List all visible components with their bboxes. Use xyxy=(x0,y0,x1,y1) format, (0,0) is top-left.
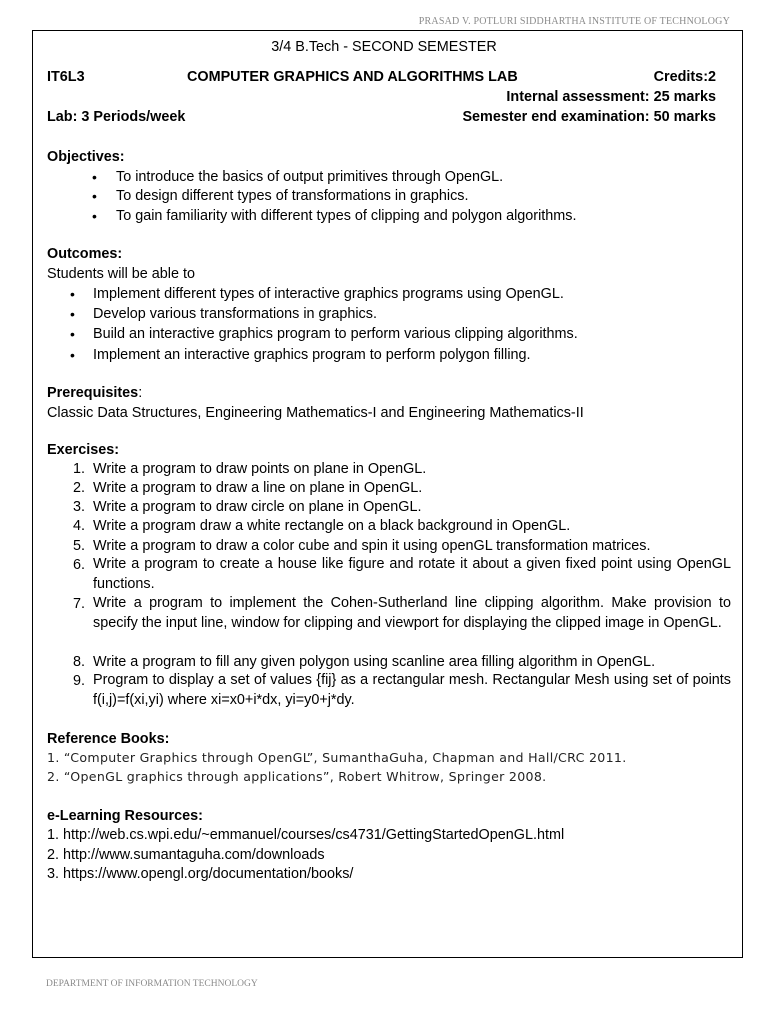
prerequisites-text: Classic Data Structures, Engineering Mathematics-I and Engineering Mathematics-II xyxy=(47,405,584,421)
exercise-item: Write a program to draw circle on plane in OpenGL. xyxy=(93,499,422,515)
exercise-item: Write a program to draw a color cube and spin it using openGL transformation matrices. xyxy=(93,538,651,554)
lab-periods: Lab: 3 Periods/week xyxy=(47,109,186,125)
bullet-marker: • xyxy=(92,208,97,224)
list-number: 8. xyxy=(72,654,85,670)
prerequisites-colon: : xyxy=(138,385,143,401)
prerequisites-heading xyxy=(47,384,142,402)
elearning-link[interactable]: 3. https://www.opengl.org/documentation/books/ xyxy=(47,866,354,882)
list-number: 2. xyxy=(72,480,85,496)
outcome-item: Develop various transformations in graphics. xyxy=(93,306,377,322)
exercise-item: Write a program to draw points on plane in OpenGL. xyxy=(93,461,427,477)
elearning-link[interactable]: 2. http://www.sumantaguha.com/downloads xyxy=(47,847,325,863)
exercise-item: Write a program draw a white rectangle on a black background in OpenGL. xyxy=(93,518,571,534)
reference-item: 1. “Computer Graphics through OpenGL”, SumanthaGuha, Chapman and Hall/CRC 2011. xyxy=(47,750,627,765)
bullet-marker: • xyxy=(92,188,97,204)
outcomes-intro: Students will be able to xyxy=(47,266,195,282)
reference-books-heading: Reference Books: xyxy=(47,731,170,747)
list-number: 6. xyxy=(72,557,85,573)
objective-item: To gain familiarity with different types of clipping and polygon algorithms. xyxy=(116,208,577,224)
bullet-marker: • xyxy=(70,306,75,322)
objective-item: To introduce the basics of output primitives through OpenGL. xyxy=(116,169,504,185)
department-footer: DEPARTMENT OF INFORMATION TECHNOLOGY xyxy=(46,979,258,989)
course-code: IT6L3 xyxy=(47,69,85,85)
outcomes-heading: Outcomes: xyxy=(47,246,123,262)
objective-item: To design different types of transformations in graphics. xyxy=(116,188,469,204)
prerequisites-label: Prerequisites xyxy=(47,385,139,401)
exercise-item: Write a program to create a house like figure and rotate it about a given fixed point using OpenGL functions. xyxy=(93,556,731,592)
list-number: 1. xyxy=(72,461,85,477)
elearning-link[interactable]: 1. http://web.cs.wpi.edu/~emmanuel/courses/cs4731/GettingStartedOpenGL.html xyxy=(47,827,565,843)
objectives-heading: Objectives: xyxy=(47,149,125,165)
exercise-item: Write a program to implement the Cohen-Sutherland line clipping algorithm. Make provision to specify the input line, window for clipping and viewport for displaying the clipped image in OpenGL. xyxy=(93,595,731,631)
list-number: 9. xyxy=(72,673,85,689)
course-credits: Credits:2 xyxy=(653,69,716,85)
outcome-item: Implement an interactive graphics program to perform polygon filling. xyxy=(93,347,531,363)
elearning-heading: e-Learning Resources: xyxy=(47,808,203,824)
list-number: 7. xyxy=(72,596,85,612)
reference-item: 2. “OpenGL graphics through applications”, Robert Whitrow, Springer 2008. xyxy=(47,769,547,784)
bullet-marker: • xyxy=(92,169,97,185)
bullet-marker: • xyxy=(70,326,75,342)
list-number: 4. xyxy=(72,518,85,534)
list-number: 3. xyxy=(72,499,85,515)
bullet-marker: • xyxy=(70,286,75,302)
exercise-item: Program to display a set of values {fij} as a rectangular mesh. Rectangular Mesh using set of points f(i,j)=f(xi,yi) where xi=x0+i*dx, yi=y0+j*dy. xyxy=(93,672,731,708)
exercise-item: Write a program to fill any given polygon using scanline area filling algorithm in OpenGL. xyxy=(93,654,656,670)
bullet-marker: • xyxy=(70,347,75,363)
institute-header: PRASAD V. POTLURI SIDDHARTHA INSTITUTE OF TECHNOLOGY xyxy=(418,16,730,27)
exercises-heading: Exercises: xyxy=(47,442,120,458)
semester-end-exam: Semester end examination: 50 marks xyxy=(462,109,716,125)
outcome-item: Build an interactive graphics program to perform various clipping algorithms. xyxy=(93,326,578,342)
course-title: COMPUTER GRAPHICS AND ALGORITHMS LAB xyxy=(187,69,518,85)
internal-assessment: Internal assessment: 25 marks xyxy=(506,89,716,105)
list-number: 5. xyxy=(72,538,85,554)
semester-title: 3/4 B.Tech - SECOND SEMESTER xyxy=(271,39,497,55)
outcome-item: Implement different types of interactive graphics programs using OpenGL. xyxy=(93,286,564,302)
exercise-item: Write a program to draw a line on plane in OpenGL. xyxy=(93,480,423,496)
